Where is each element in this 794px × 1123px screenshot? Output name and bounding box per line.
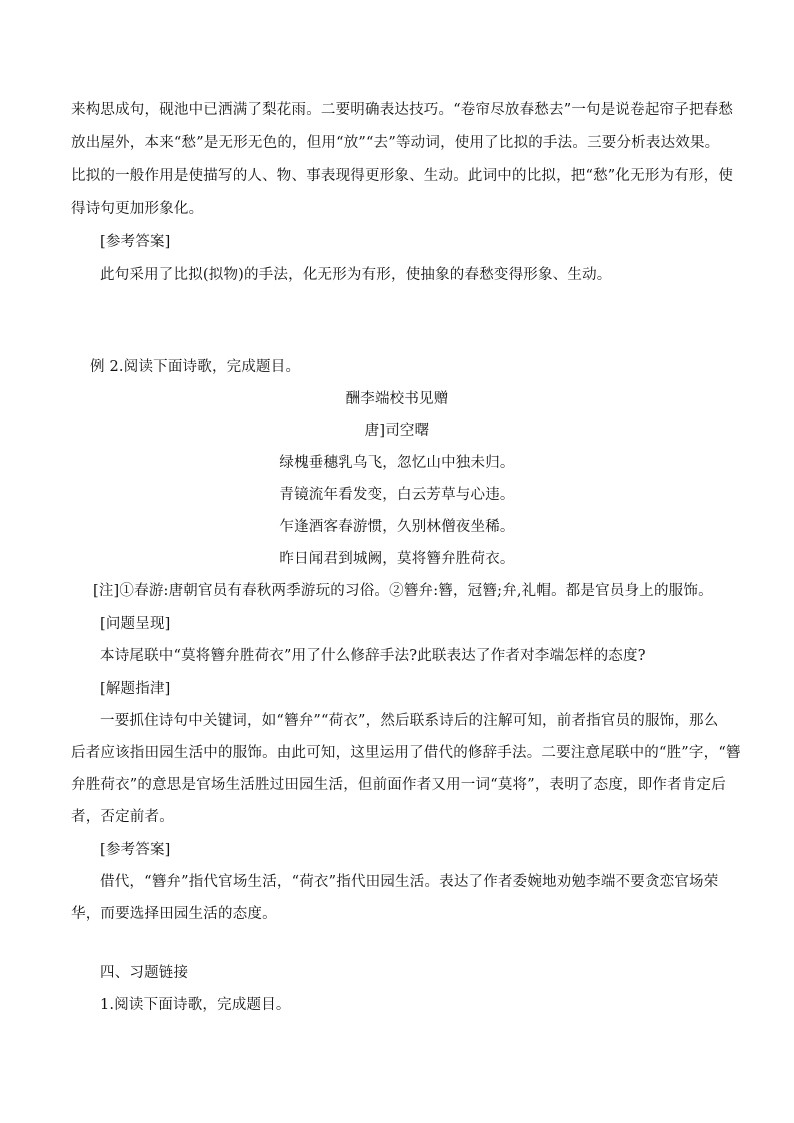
answer-line: 借代，“簪弁”指代官场生活，“荷衣”指代田园生活。表达了作者委婉地劝勉李端不要贪恋官场荣 bbox=[100, 874, 719, 890]
paragraph-line: 来构思成句，砚池中已洒满了梨花雨。二要明确表达技巧。“卷帘尽放春愁去”一句是说卷起帘子把春愁 bbox=[71, 102, 734, 118]
guide-line: 后者应该指田园生活中的服饰。由此可知，这里运用了借代的修辞手法。二要注意尾联中的“胜”字，“簪 bbox=[71, 745, 741, 761]
question-heading: [问题呈现] bbox=[100, 616, 171, 632]
poem-line: 绿槐垂穗乳乌飞，忽忆山中独未归。 bbox=[279, 455, 515, 471]
section-heading: 四、习题链接 bbox=[100, 965, 189, 981]
paragraph-line: 比拟的一般作用是使描写的人、物、事表现得更形象、生动。此词中的比拟，把“愁”化无形为有形，使 bbox=[71, 168, 734, 184]
poem-line: 乍逢酒客春游惯，久别林僧夜坐稀。 bbox=[279, 519, 515, 535]
guide-heading: [解题指津] bbox=[100, 681, 171, 697]
exercise-item: 1.阅读下面诗歌，完成题目。 bbox=[100, 997, 291, 1013]
poem-note: [注]①春游:唐朝官员有春秋两季游玩的习俗。②簪弁:簪，冠簪;弁,礼帽。都是官员身上的服饰。 bbox=[93, 583, 713, 599]
poem-line: 昨日闻君到城阙，莫将簪弁胜荷衣。 bbox=[279, 551, 515, 567]
answer-heading: [参考答案] bbox=[100, 234, 171, 250]
answer-line: 华，而要选择田园生活的态度。 bbox=[71, 906, 277, 922]
poem-line: 青镜流年看发变，白云芳草与心违。 bbox=[279, 487, 515, 503]
question-text: 本诗尾联中“莫将簪弁胜荷衣”用了什么修辞手法?此联表达了作者对李端怎样的态度? bbox=[100, 648, 646, 664]
guide-line: 弁胜荷衣”的意思是官场生活胜过田园生活，但前面作者又用一词“莫将”，表明了态度，即作者肯定后 bbox=[71, 777, 726, 793]
guide-line: 一要抓住诗句中关键词，如“簪弁”“荷衣”，然后联系诗后的注解可知，前者指官员的服饰，那么 bbox=[100, 713, 719, 729]
answer-heading: [参考答案] bbox=[100, 842, 171, 858]
example-intro: 例 2.阅读下面诗歌，完成题目。 bbox=[90, 359, 301, 375]
answer-text: 此句采用了比拟(拟物)的手法，化无形为有形，使抽象的春愁变得形象、生动。 bbox=[100, 267, 612, 283]
paragraph-line: 放出屋外，本来“愁”是无形无色的，但用“放”“去”等动词，使用了比拟的手法。三要分析表达效果。 bbox=[71, 135, 720, 151]
guide-line: 者，否定前者。 bbox=[71, 809, 174, 825]
poem-title: 酬李端校书见赠 bbox=[345, 391, 449, 407]
paragraph-line: 得诗句更加形象化。 bbox=[71, 201, 204, 217]
poem-author: 唐]司空曙 bbox=[364, 423, 430, 439]
